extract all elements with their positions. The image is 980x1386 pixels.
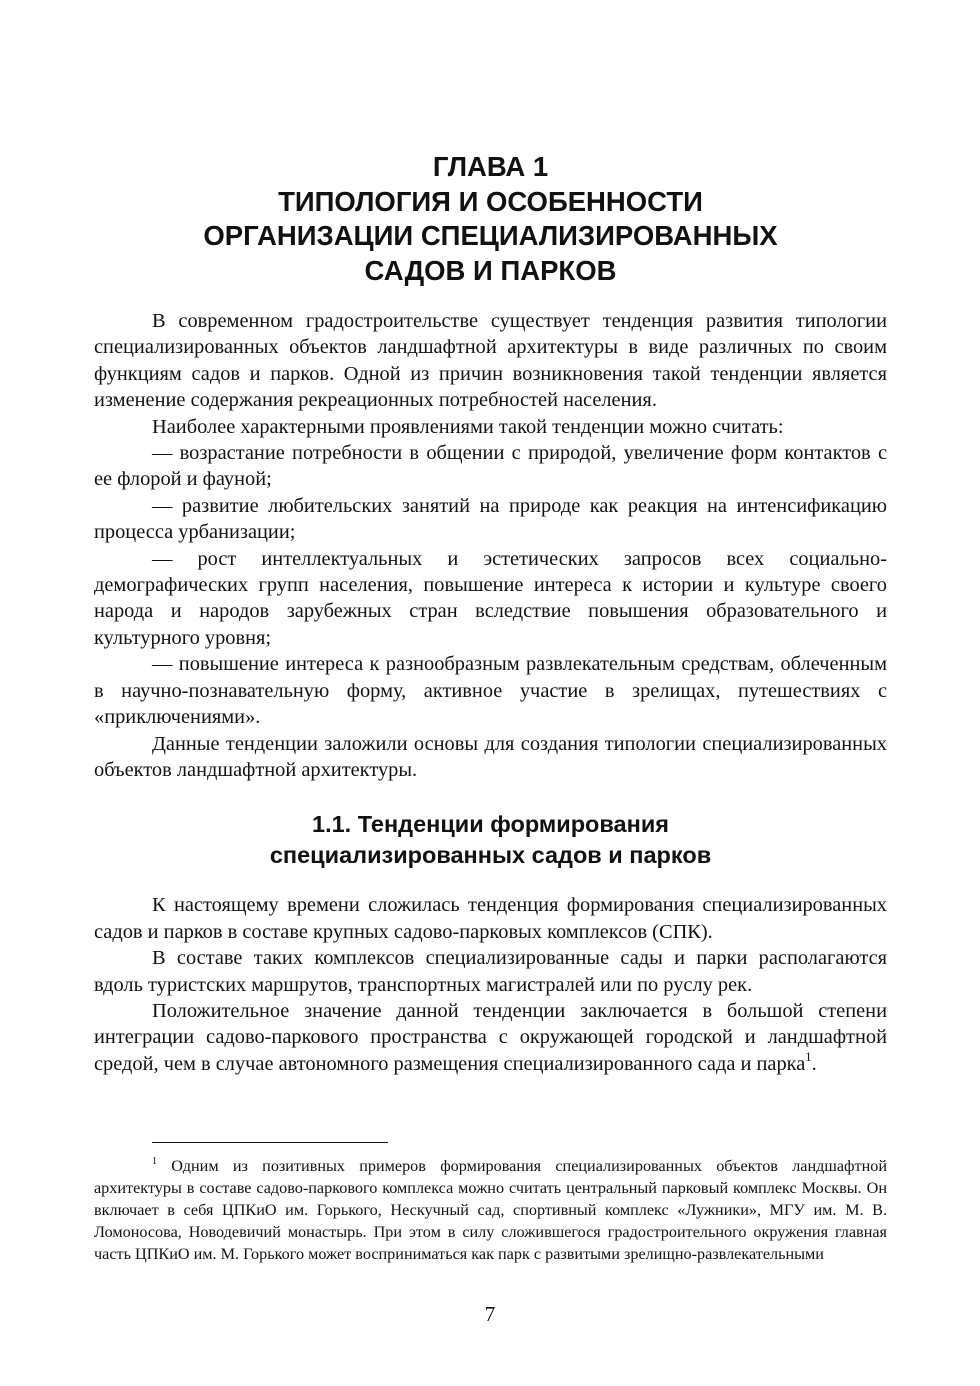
body-paragraph: В современном градостроительстве существует тенденция развития типологии специализированных объектов ландшафтной архитектуры в виде различных по своим функциям садов и парков. Одной из причин возникновения такой тенденции является изменение содержания рекреационных потребностей населения. — [94, 310, 887, 412]
body-paragraph: Данные тенденции заложили основы для создания типологии специализированных объектов ландшафтной архитектуры. — [94, 732, 887, 781]
chapter-title-line: САДОВ И ПАРКОВ — [364, 254, 617, 286]
list-item: — возрастание потребности в общении с природой, увеличение форм контактов с ее флорой и фауной; — [94, 442, 887, 491]
section-title-line: специализированных садов и парков — [269, 842, 712, 869]
paragraph-end: . — [811, 1052, 817, 1075]
list-item: — повышение интереса к разнообразным развлекательным средствам, облеченным в научно-познавательную форму, активное участие в зрелищах, путешествиях с «приключениями». — [94, 653, 887, 729]
page-number: 7 — [484, 1302, 496, 1326]
footnote-text: Одним из позитивных примеров формирования специализированных объектов ландшафтной архитектуры в составе садово-паркового комплекса можно считать центральный парковый комплекс Москвы. Он включает в себя ЦПКиО им. Горького, Нескучный сад, спортивный комплекс «Лужники», МГУ им. М. В. Ломоносова, Новодевичий монастырь. При этом в силу сложившегося градостроительного окружения главная часть ЦПКиО им. М. Горького может восприниматься как парк с развитыми зрелищно-развлекательными — [94, 1157, 887, 1263]
section-title-line: 1.1. Тенденции формирования — [312, 811, 669, 838]
chapter-title-line: ТИПОЛОГИЯ И ОСОБЕННОСТИ — [278, 185, 703, 217]
section-title — [94, 809, 887, 871]
footnote-reference[interactable]: 1 — [805, 1049, 812, 1064]
body-paragraph — [94, 998, 887, 1077]
list-item: — рост интеллектуальных и эстетических запросов всех социально-демографических групп населения, повышение интереса к истории и культуре своего народа и народов зарубежных стран вследствие повышения образовательного и культурного уровня; — [94, 547, 887, 649]
chapter-title — [94, 150, 887, 288]
footnote-marker: 1 — [152, 1155, 158, 1167]
footnote — [94, 1155, 887, 1265]
list-item: — развитие любительских занятий на природе как реакция на интенсификацию процесса урбанизации; — [94, 494, 887, 544]
paragraph-text: Положительное значение данной тенденции заключается в большой степени интеграции садово-паркового пространства с окружающей городской и ландшафтной средой, чем в случае автономного размещения специализированного сада и парка — [94, 999, 887, 1075]
body-paragraph: К настоящему времени сложилась тенденция формирования специализированных садов и парков в составе крупных садово-парковых комплексов (СПК). — [94, 894, 887, 943]
chapter-title-line: ОРГАНИЗАЦИИ СПЕЦИАЛИЗИРОВАННЫХ — [203, 220, 778, 251]
chapter-number: ГЛАВА 1 — [432, 151, 549, 182]
footnote-separator — [152, 1142, 388, 1143]
page-body — [94, 150, 887, 1077]
body-paragraph: Наиболее характерными проявлениями такой тенденции можно считать: — [152, 415, 784, 438]
body-paragraph: В составе таких комплексов специализированные сады и парки располагаются вдоль туристских маршрутов, транспортных магистралей или по руслу рек. — [94, 947, 887, 996]
